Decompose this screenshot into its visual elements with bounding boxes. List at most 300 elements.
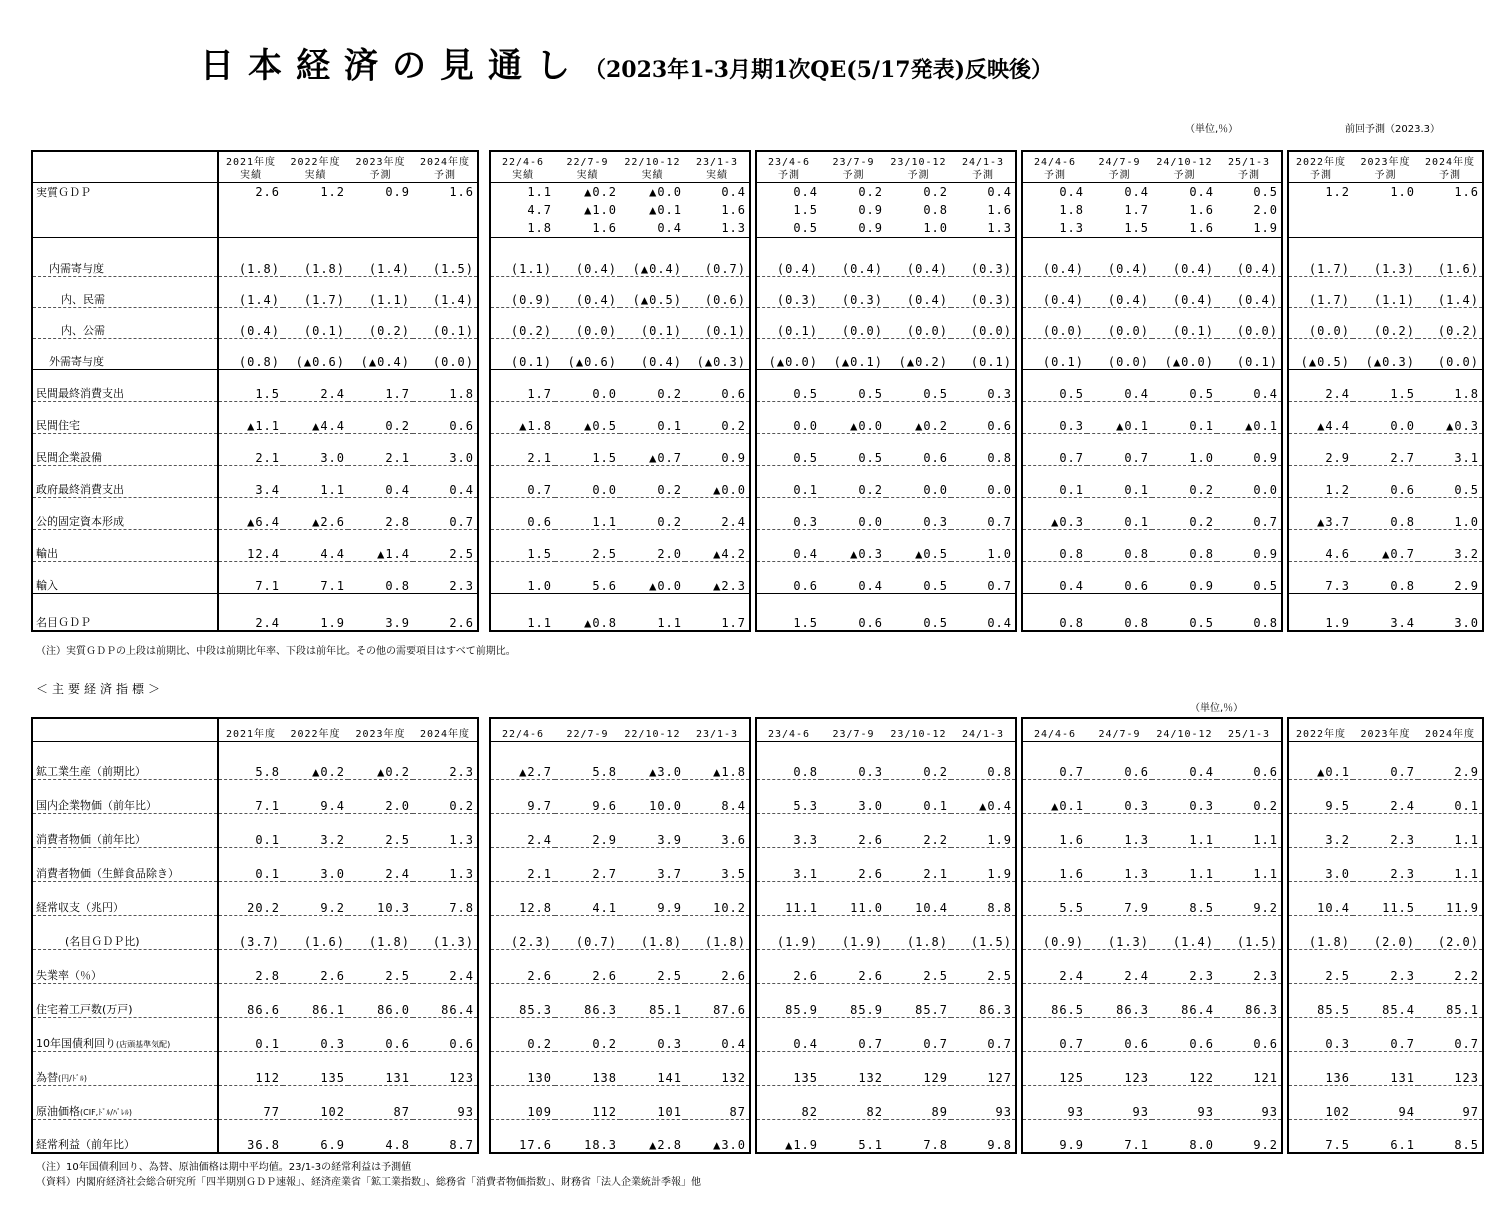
table-cell: 1.7: [490, 370, 555, 402]
table-cell: 1.0: [1152, 434, 1217, 466]
table-cell: 0.4: [1217, 370, 1282, 402]
table-cell: [1353, 238, 1418, 247]
row-label-suffix: (CIF,ﾄﾞﾙ/ﾊﾞﾚﾙ): [80, 1108, 133, 1117]
table-cell: 132: [685, 1052, 750, 1086]
table-cell: ▲1.0: [584, 203, 617, 217]
table-cell: 11.1: [756, 882, 821, 916]
table-cell: 0.6: [756, 562, 821, 594]
table-row: [32, 1120, 1483, 1154]
table-cell: [348, 238, 413, 247]
table-cell: 1.1: [1418, 848, 1483, 882]
table-cell: 1.5: [555, 434, 620, 466]
table-row: [32, 434, 1483, 466]
table-cell: 0.6: [1152, 1018, 1217, 1052]
table-cell: 2.5: [620, 950, 685, 984]
table-cell: 0.2: [620, 370, 685, 402]
table-cell: 2.6: [283, 950, 348, 984]
table-cell: 129: [886, 1052, 951, 1086]
row-label: [32, 916, 218, 950]
table-cell: 85.1: [620, 984, 685, 1018]
table-cell: [1087, 238, 1152, 247]
table-cell: 3.1: [1418, 434, 1483, 466]
table-cell: 0.7: [951, 562, 1016, 594]
column-header: 2023年度: [1353, 718, 1418, 742]
table-cell: (▲0.5): [620, 277, 685, 308]
table-cell: 89: [886, 1086, 951, 1120]
table-cell: 93: [951, 1086, 1016, 1120]
table-cell: ▲2.8: [620, 1120, 685, 1154]
table-cell: 0.4: [413, 466, 478, 498]
table-cell: 0.6: [886, 434, 951, 466]
row-label: [32, 219, 218, 238]
table-cell: 0.4: [951, 183, 1016, 202]
header-kind: 予測: [972, 170, 994, 181]
table-cell: 7.3: [1288, 562, 1353, 594]
column-header: [1087, 151, 1152, 183]
table-cell: 85.5: [1288, 984, 1353, 1018]
table-cell: 101: [620, 1086, 685, 1120]
column-header: 23/10-12: [886, 718, 951, 742]
table-cell: 86.3: [555, 984, 620, 1018]
column-header: [685, 151, 750, 183]
table-cell: (0.1): [413, 308, 478, 339]
table-cell: 0.0: [1353, 402, 1418, 434]
row-label: 内需寄与度: [32, 246, 218, 277]
table-cell: 10.2: [685, 882, 750, 916]
table-cell: 4.8: [348, 1120, 413, 1154]
table-cell: (1.7): [1288, 277, 1353, 308]
table-cell: (3.7): [218, 916, 283, 950]
table-cell: ▲0.4: [951, 780, 1016, 814]
table-cell: (0.9): [490, 277, 555, 308]
table-cell: 0.8: [1217, 594, 1282, 632]
table-cell: 0.6: [951, 402, 1016, 434]
table-cell: (0.1): [756, 308, 821, 339]
column-header: [283, 151, 348, 183]
table-cell: 2.4: [413, 950, 478, 984]
row-label: [32, 1052, 218, 1086]
table-cell: 1.2: [320, 185, 345, 199]
table-cell: [1288, 219, 1353, 238]
column-header: 25/1-3: [1217, 718, 1282, 742]
table-cell: 7.9: [1087, 882, 1152, 916]
table-cell: (0.4): [1022, 246, 1087, 277]
table-cell: (0.0): [1087, 339, 1152, 370]
table-cell: 0.1: [1087, 498, 1152, 530]
table-cell: 2.6: [555, 950, 620, 984]
table-cell: (0.2): [1418, 308, 1483, 339]
table-cell: (▲0.2): [886, 339, 951, 370]
table-cell: 1.1: [1152, 848, 1217, 882]
table-cell: [218, 219, 283, 238]
row-label-text: 原油価格: [36, 1105, 80, 1118]
table-cell: 0.0: [1217, 466, 1282, 498]
table-cell: 1.8: [490, 219, 555, 238]
table-cell: (2.0): [1418, 916, 1483, 950]
header-row: [32, 151, 1483, 183]
table-cell: 1.0: [1418, 498, 1483, 530]
table-cell: 1.3: [1087, 848, 1152, 882]
spacer-row: [32, 238, 1483, 247]
row-label: 政府最終消費支出: [32, 466, 218, 498]
row-label-text: 10年国債利回り: [36, 1037, 116, 1050]
table-cell: [1418, 219, 1483, 238]
table-cell: (0.1): [620, 308, 685, 339]
row-label-text: 経常利益（前年比）: [36, 1138, 135, 1151]
table-cell: 3.0: [413, 434, 478, 466]
column-header: [1022, 151, 1087, 183]
table-cell: 1.3: [1022, 219, 1087, 238]
row-label-text: 為替: [36, 1071, 58, 1084]
header-period: 24/1-3: [961, 157, 1005, 168]
table-cell: ▲0.1: [649, 203, 682, 217]
table-cell: 0.7: [1217, 498, 1282, 530]
table-cell: 0.1: [620, 402, 685, 434]
table-cell: 2.1: [218, 434, 283, 466]
table-cell: (0.4): [821, 246, 886, 277]
table-cell: 1.5: [756, 201, 821, 219]
table-cell: 0.4: [620, 219, 685, 238]
table-cell: 0.4: [348, 466, 413, 498]
table-cell: 0.7: [1022, 434, 1087, 466]
table-cell: 0.9: [858, 203, 883, 217]
table-cell: 0.5: [886, 562, 951, 594]
table-cell: (2.0): [1353, 916, 1418, 950]
header-kind: 予測: [1238, 170, 1260, 181]
table-cell: 86.4: [1152, 984, 1217, 1018]
table-cell: ▲0.3: [1022, 498, 1087, 530]
table-cell: (1.9): [821, 916, 886, 950]
table-cell: 1.0: [886, 219, 951, 238]
table-cell: 0.7: [1022, 1018, 1087, 1052]
table-cell: 2.6: [821, 848, 886, 882]
table-cell: 131: [348, 1052, 413, 1086]
table-cell: 4.1: [555, 882, 620, 916]
header-period: 24/10-12: [1156, 157, 1213, 168]
table-cell: 0.1: [886, 780, 951, 814]
table-cell: 1.8: [1022, 201, 1087, 219]
table-cell: [620, 238, 685, 247]
table-cell: 1.3: [413, 848, 478, 882]
table-cell: [413, 238, 478, 247]
table-cell: 1.9: [1217, 219, 1282, 238]
table-cell: 11.0: [821, 882, 886, 916]
table-cell: [1418, 201, 1483, 219]
row-label: 公的固定資本形成: [32, 498, 218, 530]
table-cell: 0.7: [1353, 1018, 1418, 1052]
table-cell: (0.7): [555, 916, 620, 950]
table-cell: 1.9: [951, 814, 1016, 848]
table-cell: [348, 201, 413, 219]
table-cell: 1.1: [1152, 814, 1217, 848]
table-cell: 9.4: [283, 780, 348, 814]
table-cell: 0.2: [923, 185, 948, 199]
column-header: 24/10-12: [1152, 718, 1217, 742]
table-cell: (1.9): [756, 916, 821, 950]
table-cell: 9.7: [490, 780, 555, 814]
table-cell: 0.6: [1087, 1018, 1152, 1052]
table-cell: 109: [490, 1086, 555, 1120]
table-cell: 0.6: [413, 1018, 478, 1052]
table-cell: 0.2: [821, 466, 886, 498]
header-kind: 実績: [641, 170, 664, 181]
table-cell: (0.1): [951, 339, 1016, 370]
header-period: 2024年度: [1424, 157, 1476, 168]
table-cell: 2.9: [555, 814, 620, 848]
table-cell: [685, 238, 750, 247]
table-cell: 0.3: [1288, 1018, 1353, 1052]
table-cell: 2.3: [413, 562, 478, 594]
header-kind: 予測: [778, 170, 800, 181]
table-cell: 0.8: [1087, 594, 1152, 632]
table-cell: 2.5: [413, 530, 478, 562]
table-cell: 0.0: [756, 402, 821, 434]
table-cell: 0.5: [821, 434, 886, 466]
table-cell: ▲0.5: [886, 530, 951, 562]
table-cell: 0.1: [1418, 780, 1483, 814]
unit-label-1: （単位,％）: [1185, 124, 1239, 135]
table-cell: [1353, 219, 1418, 238]
table-cell: ▲0.2: [584, 185, 617, 199]
table2-note-2: （資料）内閣府経済社会総合研究所「四半期別ＧＤＰ速報」、経済産業省「鉱工業指数」、総務省「消費者物価指数」、財務省「法人企業統計季報」他: [36, 1177, 701, 1188]
table-cell: (1.1): [348, 277, 413, 308]
table-cell: (▲0.1): [821, 339, 886, 370]
table-cell: ▲0.2: [348, 746, 413, 780]
table-row: [32, 402, 1483, 434]
column-header: [413, 151, 478, 183]
table-cell: 2.0: [620, 530, 685, 562]
table-cell: (1.3): [413, 916, 478, 950]
table-cell: [283, 219, 348, 238]
table-cell: 1.9: [951, 848, 1016, 882]
table-cell: ▲4.4: [283, 402, 348, 434]
column-header: [951, 151, 1016, 183]
table-cell: (0.1): [283, 308, 348, 339]
table-cell: 10.0: [620, 780, 685, 814]
table-cell: [413, 201, 478, 219]
table-cell: 0.6: [348, 1018, 413, 1052]
table-cell: 86.3: [1087, 984, 1152, 1018]
table-cell: 10.3: [348, 882, 413, 916]
table-cell: 0.3: [1022, 402, 1087, 434]
table-cell: 1.3: [1087, 814, 1152, 848]
table-cell: (1.8): [218, 246, 283, 277]
table-cell: 0.1: [1152, 402, 1217, 434]
table-cell: 1.2: [1288, 183, 1353, 202]
table-cell: 2.1: [348, 434, 413, 466]
table-cell: (0.4): [1217, 277, 1282, 308]
table-cell: (0.4): [1152, 277, 1217, 308]
table-cell: 7.8: [413, 882, 478, 916]
table-cell: 8.4: [685, 780, 750, 814]
table-cell: 2.3: [413, 746, 478, 780]
page-title-main: 日本経済の見通し: [200, 46, 584, 86]
table-cell: (▲0.5): [1288, 339, 1353, 370]
table-cell: 0.6: [413, 402, 478, 434]
table-cell: 0.2: [620, 498, 685, 530]
table-cell: 0.5: [1217, 562, 1282, 594]
table-cell: 9.8: [951, 1120, 1016, 1154]
row-label: [32, 780, 218, 814]
table-cell: (0.8): [218, 339, 283, 370]
table-cell: 87.6: [685, 984, 750, 1018]
table-cell: ▲0.5: [555, 402, 620, 434]
header-period: 22/7-9: [566, 157, 609, 168]
table-cell: 8.0: [1152, 1120, 1217, 1154]
table-cell: ▲1.1: [218, 402, 283, 434]
table-row: [32, 882, 1483, 916]
column-header: [1353, 151, 1418, 183]
table-cell: 123: [1087, 1052, 1152, 1086]
table-cell: 0.9: [1152, 562, 1217, 594]
table-cell: 2.4: [348, 848, 413, 882]
table-cell: 0.7: [886, 1018, 951, 1052]
table-cell: 1.1: [555, 498, 620, 530]
table-cell: 0.3: [1152, 780, 1217, 814]
table-cell: 0.5: [756, 370, 821, 402]
table-cell: 3.2: [1418, 530, 1483, 562]
column-header: 2024年度: [1418, 718, 1483, 742]
table-cell: 9.6: [555, 780, 620, 814]
table-cell: (1.4): [1152, 916, 1217, 950]
table-cell: 130: [490, 1052, 555, 1086]
table-cell: 0.1: [218, 848, 283, 882]
table-cell: [555, 238, 620, 247]
table-cell: 82: [756, 1086, 821, 1120]
table-cell: (1.8): [620, 916, 685, 950]
table-cell: 2.8: [348, 498, 413, 530]
table-cell: 86.0: [348, 984, 413, 1018]
table-cell: 2.7: [555, 848, 620, 882]
table-row: [32, 466, 1483, 498]
table-cell: 2.0: [1217, 201, 1282, 219]
row-label-text: 国内企業物価（前年比）: [36, 799, 157, 812]
table-row: [32, 1018, 1483, 1052]
column-header: 2023年度: [348, 718, 413, 742]
table-cell: 94: [1353, 1086, 1418, 1120]
table-cell: 127: [951, 1052, 1016, 1086]
table-cell: 0.3: [951, 370, 1016, 402]
table-cell: 125: [1022, 1052, 1087, 1086]
table-cell: 0.2: [886, 746, 951, 780]
table-cell: 0.9: [1217, 530, 1282, 562]
table-cell: 2.6: [218, 183, 283, 202]
table-cell: 0.6: [1087, 562, 1152, 594]
table-cell: (0.4): [1087, 277, 1152, 308]
table-cell: 0.8: [1152, 530, 1217, 562]
table-cell: [951, 238, 1016, 247]
column-header: 23/4-6: [756, 718, 821, 742]
table-cell: 0.6: [490, 498, 555, 530]
table-cell: 0.2: [348, 402, 413, 434]
table-cell: (1.4): [218, 277, 283, 308]
row-label-text: (名目ＧＤＰ比): [65, 935, 140, 948]
header-period: 23/4-6: [767, 157, 811, 168]
table-cell: 1.1: [490, 594, 555, 632]
table-cell: (0.9): [1022, 916, 1087, 950]
table-cell: 2.4: [1353, 780, 1418, 814]
table-cell: 2.5: [1288, 950, 1353, 984]
table-cell: 2.3: [1353, 814, 1418, 848]
table-cell: (0.1): [1217, 339, 1282, 370]
table-row: [32, 780, 1483, 814]
header-kind: 予測: [1310, 170, 1332, 181]
table-cell: 1.2: [1288, 466, 1353, 498]
header-row: [32, 718, 1483, 742]
column-header: [756, 151, 821, 183]
table-cell: (0.3): [951, 246, 1016, 277]
table-cell: (0.4): [886, 277, 951, 308]
row-label: [32, 201, 218, 219]
table-cell: ▲0.2: [886, 402, 951, 434]
column-header: [1152, 151, 1217, 183]
table-cell: 2.3: [1152, 950, 1217, 984]
row-label: [32, 746, 218, 780]
table-cell: 3.1: [756, 848, 821, 882]
table-cell: (1.7): [283, 277, 348, 308]
table-cell: 0.8: [951, 434, 1016, 466]
table-cell: 1.3: [413, 814, 478, 848]
table-cell: 2.8: [218, 950, 283, 984]
column-header: 2022年度: [1288, 718, 1353, 742]
column-header: 2024年度: [413, 718, 478, 742]
table-cell: ▲2.3: [685, 562, 750, 594]
table-cell: 2.6: [490, 950, 555, 984]
table-cell: ▲1.8: [685, 746, 750, 780]
table-cell: [413, 219, 478, 238]
table-cell: 1.6: [1022, 848, 1087, 882]
row-label-text: 消費者物価（生鮮食品除き）: [36, 867, 179, 880]
table-cell: 0.2: [620, 466, 685, 498]
table-cell: 82: [821, 1086, 886, 1120]
table-cell: 0.8: [923, 203, 948, 217]
table-cell: (0.4): [620, 339, 685, 370]
column-header: [821, 151, 886, 183]
header-kind: 予測: [907, 170, 930, 181]
header-period: 2022年度: [1295, 157, 1347, 168]
table-cell: 86.5: [1022, 984, 1087, 1018]
table-cell: 93: [413, 1086, 478, 1120]
table-cell: 0.2: [413, 780, 478, 814]
header-kind: 実績: [240, 170, 262, 181]
table-cell: 0.7: [951, 498, 1016, 530]
table-cell: [218, 201, 283, 219]
column-header: 22/4-6: [490, 718, 555, 742]
table-cell: 112: [555, 1086, 620, 1120]
table-cell: 0.4: [685, 1018, 750, 1052]
table-cell: (0.4): [1087, 246, 1152, 277]
table-cell: 3.0: [283, 434, 348, 466]
table-cell: (1.4): [1418, 277, 1483, 308]
table-cell: 0.5: [1418, 466, 1483, 498]
table-cell: 121: [1217, 1052, 1282, 1086]
table-cell: (1.3): [1087, 916, 1152, 950]
gdp-row: [32, 201, 1483, 219]
table-cell: 7.5: [1288, 1120, 1353, 1154]
table-cell: 1.5: [756, 594, 821, 632]
header-kind: 実績: [304, 170, 327, 181]
table-cell: 1.6: [1152, 219, 1217, 238]
table-cell: 9.2: [283, 882, 348, 916]
table-cell: (0.3): [756, 277, 821, 308]
table-cell: 17.6: [490, 1120, 555, 1154]
table-cell: 86.1: [283, 984, 348, 1018]
table-cell: 0.8: [1022, 530, 1087, 562]
table-cell: [1353, 201, 1418, 219]
table-cell: 1.1: [620, 594, 685, 632]
table-cell: 2.3: [1353, 950, 1418, 984]
table-cell: 1.8: [1418, 370, 1483, 402]
